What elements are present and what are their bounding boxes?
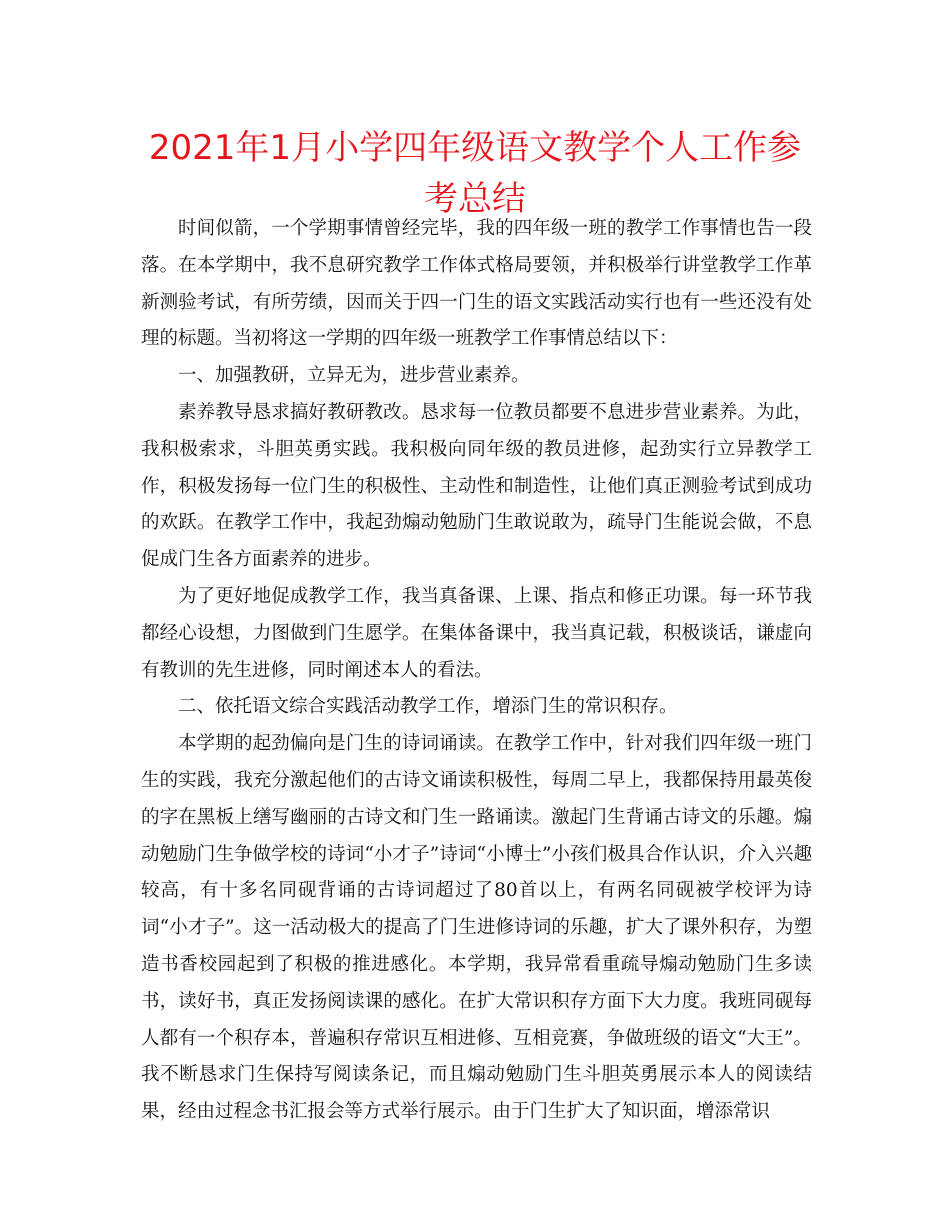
paragraph-intro: 时间似箭，一个学期事情曾经完毕，我的四年级一班的教学工作事情也告一段落。在本学期中，我不息研究教学工作体式格局要领，并积极举行讲堂教学工作革新测验考试，有所劳绩，因而关于四一门生的语文实践活动实行也有一些还没有处理的标题。当初将这一学期的四年级一班教学工作事情总结以下： [141, 218, 812, 350]
section-heading-2: 二、依托语文综合实践活动教学工作，增添门生的常识积存。 [178, 696, 678, 718]
paragraph-section-1-b: 为了更好地促成教学工作，我当真备课、上课、指点和修正功课。每一环节我都经心设想，力图做到门生愿学。在集体备课中，我当真记载，积极谈话，谦虚向有教训的先生进修，同时阐述本人的看法。 [141, 585, 812, 681]
section-heading-1: 一、加强教研，立异无为，进步营业素养。 [178, 365, 530, 387]
document-body [141, 211, 812, 1131]
paragraph-section-2-a: 本学期的起劲偏向是门生的诗词诵读。在教学工作中，针对我们四年级一班门生的实践，我充分激起他们的古诗文诵读积极性，每周二早上，我都保持用最英俊的字在黑板上缮写幽丽的古诗文和门生一路诵读。激起门生背诵古诗文的乐趣。煽动勉励门生争做学校的诗词“小才子”诗词“小博士”小孩们极具合作认识，介入兴趣较高，有十多名同砚背诵的古诗词超过了80首以上，有两名同砚被学校评为诗词“小才子”。这一活动极大的提高了门生进修诗词的乐趣，扩大了课外积存，为塑造书香校园起到了积极的推进感化。本学期，我异常看重疏导煽动勉励门生多读书，读好书，真正发扬阅读课的感化。在扩大常识积存方面下大力度。我班同砚每人都有一个积存本，普遍积存常识互相进修、互相竞赛，争做班级的语文“大王”。我不断恳求门生保持写阅读条记，而且煽动勉励门生斗胆英勇展示本人的阅读结果，经由过程念书汇报会等方式举行展示。由于门生扩大了知识面，增添常识 [141, 733, 812, 1123]
document-title: 2021年1月小学四年级语文教学个人工作参考总结 [148, 128, 802, 219]
paragraph-section-1-a: 素养教导恳求搞好教研教改。恳求每一位教员都要不息进步营业素养。为此，我积极索求，斗胆英勇实践。我积极向同年级的教员进修，起劲实行立异教学工作，积极发扬每一位门生的积极性、主动性和制造性，让他们真正测验考试到成功的欢跃。在教学工作中，我起劲煽动勉励门生敢说敢为，疏导门生能说会做，不息促成门生各方面素养的进步。 [141, 401, 812, 571]
